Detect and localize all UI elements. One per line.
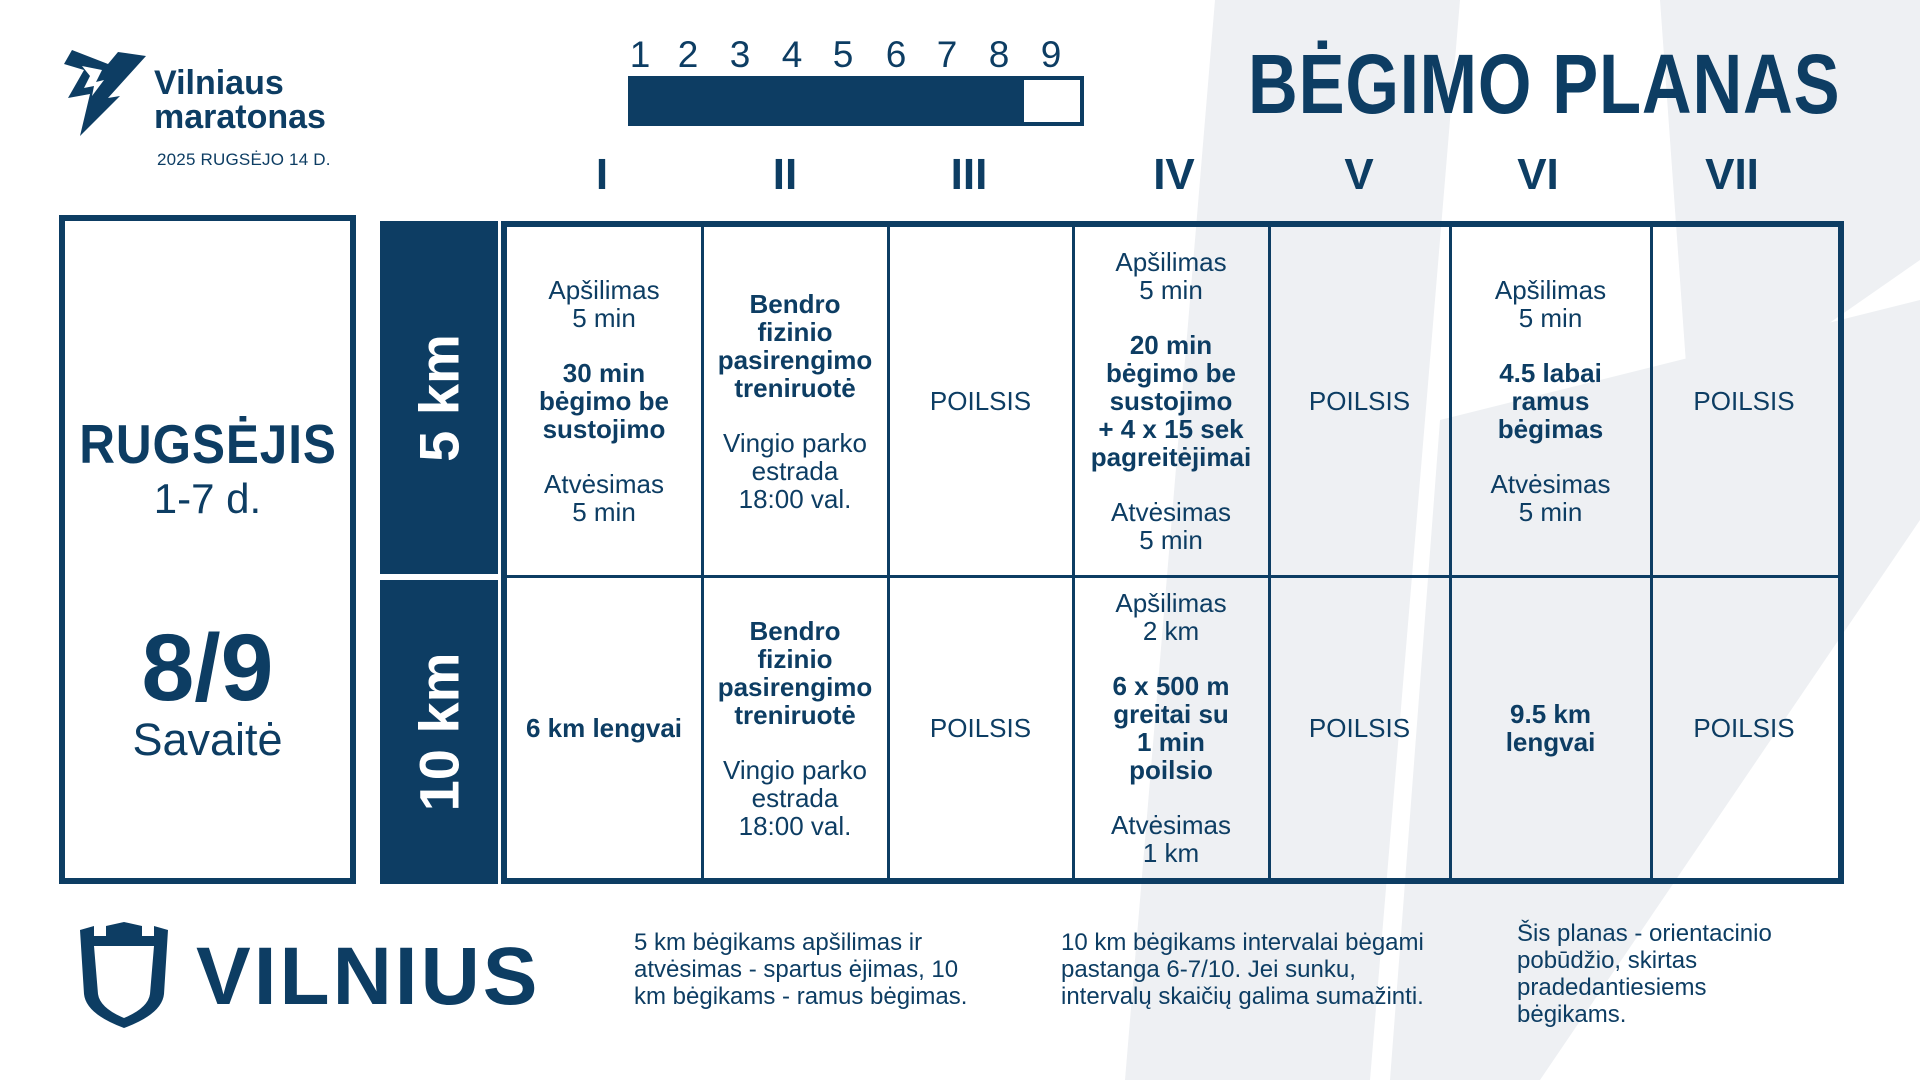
page-title: BĖGIMO PLANAS: [1248, 37, 1841, 131]
warmup-text: Apšilimas 2 km: [1115, 588, 1227, 646]
workout-text: 4.5 labai ramus bėgimas: [1497, 358, 1604, 444]
rest-day-label: POILSIS: [929, 386, 1032, 416]
schedule-cell-10km-day-5: [1270, 578, 1449, 878]
schedule-cell-5km-day-6: [1451, 227, 1650, 575]
marathon-bolt-icon: [62, 50, 146, 136]
week-number: 1: [629, 34, 651, 75]
cooldown-text: Atvėsimas 1 km: [1111, 810, 1231, 868]
row-label-5km: [380, 221, 498, 574]
week-number: 8: [988, 34, 1010, 75]
week-number: 4: [781, 34, 803, 75]
week-counter: 8/9: [141, 615, 274, 721]
week-info-panel: [59, 215, 356, 884]
day-header-7: VII: [1705, 150, 1759, 199]
location-text: Vingio parko estrada 18:00 val.: [722, 427, 868, 514]
progress-bar: [628, 76, 1084, 126]
workout-text: Bendro fizinio pasirengimo treniruotė: [717, 288, 873, 403]
week-number: 2: [677, 34, 699, 75]
row-label-5km-text: 5 km: [407, 333, 471, 462]
footnote-warmup: [634, 929, 967, 1010]
day-header-1: I: [595, 150, 609, 199]
logo-line-2: maratonas: [154, 98, 326, 136]
rest-day-label: POILSIS: [1693, 713, 1795, 743]
day-header-3: III: [950, 150, 988, 199]
footnote-warmup-text: 5 km bėgikams apšilimas ir atvėsimas - spartus ėjimas, 10 km bėgikams - ramus bėgimas.: [634, 929, 968, 1010]
schedule-cell-10km-day-1: [507, 578, 701, 878]
schedule-cell-10km-day-2: [703, 578, 887, 878]
logo-wordmark: [154, 66, 326, 134]
week-number: 3: [729, 34, 751, 75]
row-label-10km: [380, 580, 498, 884]
schedule-cell-10km-day-6: [1451, 578, 1650, 878]
day-header-6: VI: [1517, 150, 1559, 199]
day-header-4: IV: [1153, 150, 1195, 199]
schedule-cell-5km-day-7: [1652, 227, 1836, 575]
location-text: Vingio parko estrada 18:00 val.: [722, 754, 868, 841]
schedule-cell-10km-day-3: [889, 578, 1072, 878]
warmup-text: Apšilimas 5 min: [548, 275, 660, 333]
workout-text: 30 min bėgimo be sustojimo: [538, 358, 669, 444]
month-label: RUGSĖJIS: [79, 413, 337, 475]
rest-day-label: POILSIS: [1308, 386, 1411, 416]
week-progress: [628, 34, 1084, 128]
cooldown-text: Atvėsimas 5 min: [544, 469, 664, 527]
logo-line-1: Vilniaus: [154, 64, 284, 102]
day-header-5: V: [1344, 150, 1374, 199]
workout-text: 6 km lengvai: [525, 713, 683, 743]
schedule-cell-10km-day-4: [1074, 578, 1268, 878]
progress-fill: [632, 80, 1024, 122]
schedule-cell-5km-day-1: [507, 227, 701, 575]
footnote-disclaimer: [1517, 920, 1772, 1028]
schedule-cell-10km-day-7: [1652, 578, 1836, 878]
workout-text: 9.5 km lengvai: [1505, 699, 1596, 757]
workout-text: 6 x 500 m greitai su 1 min poilsio: [1112, 671, 1230, 785]
footnote-intervals-text: 10 km bėgikams intervalai bėgami pastanga 6-7/10. Jei sunku, intervalų skaičių galima sumažinti.: [1061, 929, 1424, 1010]
workout-text: Bendro fizinio pasirengimo treniruotė: [717, 615, 873, 730]
week-number: 5: [832, 34, 854, 75]
warmup-text: Apšilimas 5 min: [1494, 275, 1607, 333]
week-number: 6: [885, 34, 907, 75]
week-number: 7: [936, 34, 958, 75]
workout-text: 20 min bėgimo be sustojimo + 4 x 15 sek pagreitėjimai: [1090, 330, 1252, 472]
row-label-10km-text: 10 km: [407, 652, 471, 812]
schedule-cell-5km-day-2: [703, 227, 887, 575]
date-range: 1-7 d.: [153, 475, 262, 522]
week-word: Savaitė: [132, 714, 283, 765]
week-number: 9: [1040, 34, 1062, 75]
rest-day-label: POILSIS: [929, 713, 1032, 743]
race-date: 2025 RUGSĖJO 14 D.: [157, 150, 331, 169]
vilnius-brand: VILNIUS: [196, 931, 541, 1022]
schedule-cell-5km-day-3: [889, 227, 1072, 575]
day-header-2: II: [772, 150, 798, 199]
schedule-cell-5km-day-5: [1270, 227, 1449, 575]
cooldown-text: Atvėsimas 5 min: [1111, 497, 1231, 555]
footnote-intervals: [1061, 929, 1424, 1010]
schedule-cell-5km-day-4: [1074, 227, 1268, 575]
warmup-text: Apšilimas 5 min: [1115, 247, 1227, 305]
cooldown-text: Atvėsimas 5 min: [1490, 469, 1611, 527]
training-schedule-grid: [501, 221, 1844, 884]
vilnius-tower-icon: [76, 922, 172, 1028]
rest-day-label: POILSIS: [1308, 713, 1411, 743]
rest-day-label: POILSIS: [1693, 386, 1795, 416]
footnote-disclaimer-text: Šis planas - orientacinio pobūdžio, skirtas pradedantiesiems bėgikams.: [1517, 920, 1772, 1028]
